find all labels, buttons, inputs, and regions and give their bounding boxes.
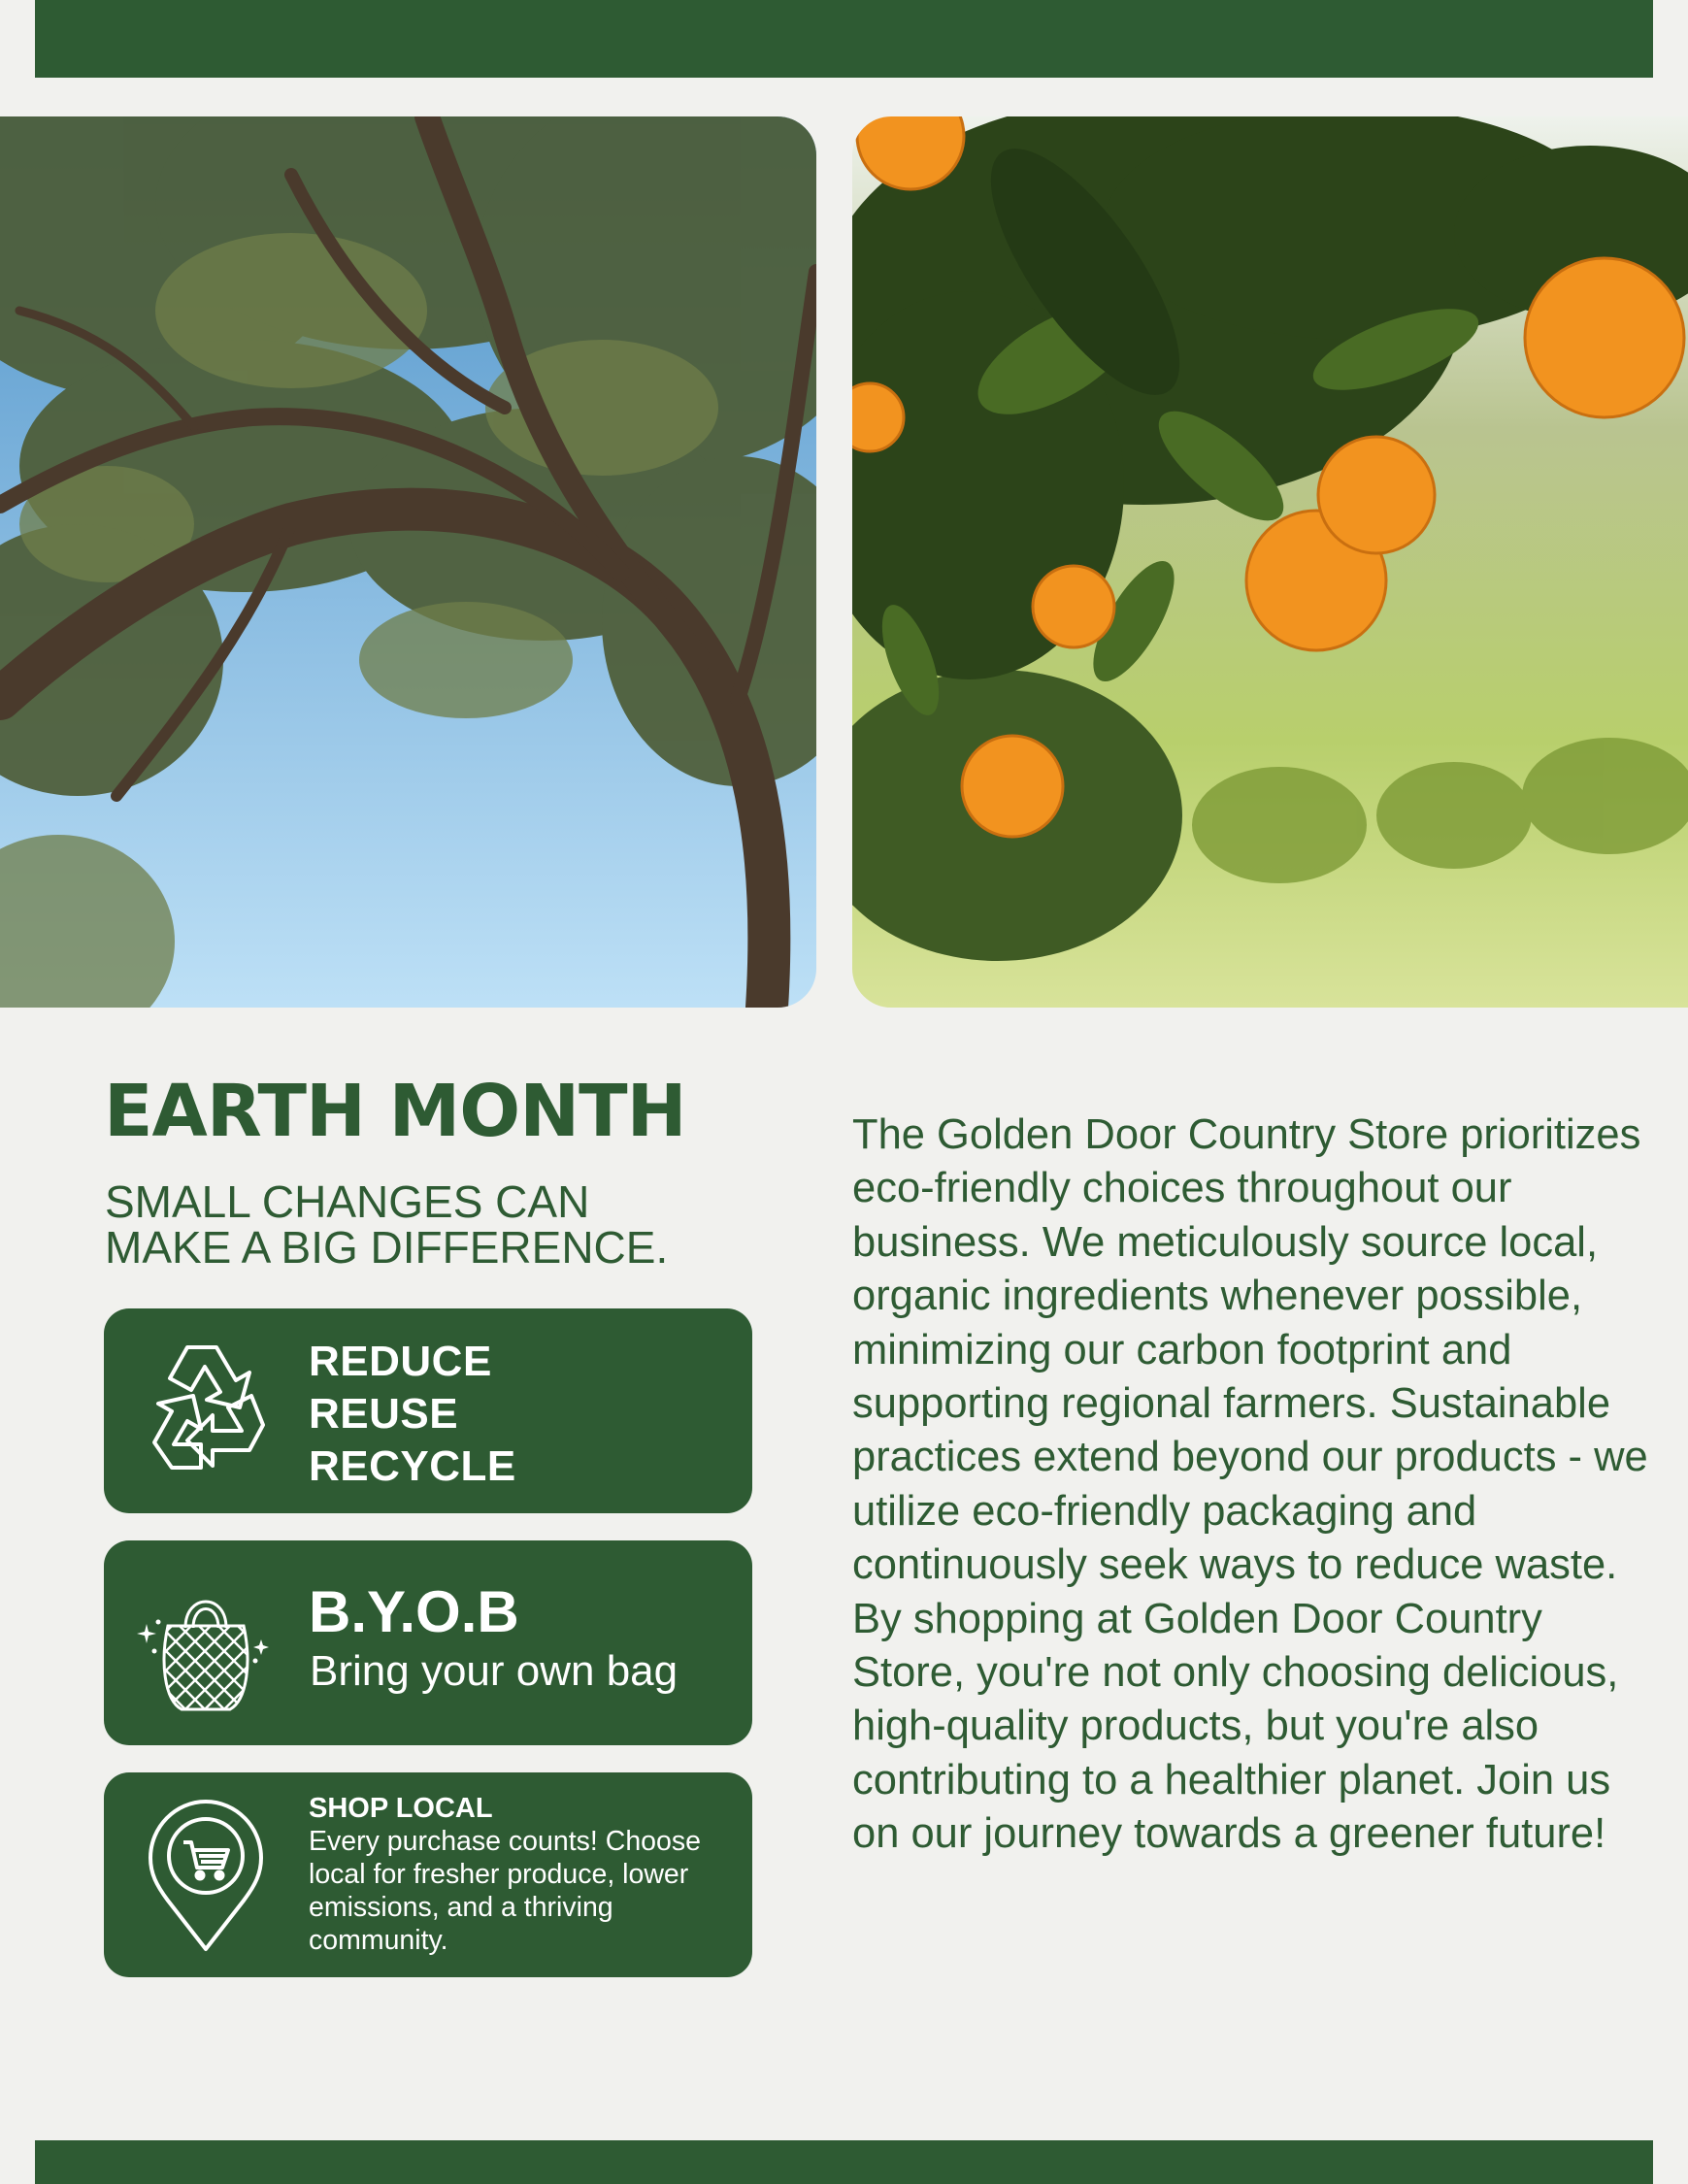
shop-local-title: SHOP LOCAL bbox=[309, 1793, 493, 1824]
recycle-label: RECYCLE bbox=[309, 1442, 516, 1490]
byob-card bbox=[104, 1540, 752, 1745]
bottom-color-band bbox=[35, 2140, 1653, 2184]
orange-tree-photo bbox=[852, 116, 1688, 1008]
page-title: EARTH MONTH bbox=[104, 1070, 686, 1153]
mesh-bag-icon bbox=[127, 1564, 284, 1721]
page-subtitle: SMALL CHANGES CAN MAKE A BIG DIFFERENCE. bbox=[105, 1176, 669, 1273]
recycle-icon bbox=[127, 1332, 284, 1489]
tree-photo bbox=[0, 116, 816, 1008]
reduce-label: REDUCE bbox=[309, 1338, 492, 1385]
byob-subtitle: Bring your own bag bbox=[310, 1647, 679, 1695]
byob-title: B.Y.O.B bbox=[309, 1579, 519, 1644]
reuse-label: REUSE bbox=[309, 1390, 459, 1438]
store-description: The Golden Door Country Store prioritizes eco-friendly choices throughout our business. We meticulously source local, organic ingredients whenever possible, minimizing our carbon footprint and supporting regional farmers. Sustainable practices extend beyond our products - we utilize eco-friendly packaging and continuously seek ways to reduce waste. By shopping at Golden Door Country Store, you're not only choosing delicious, high-quality products, but you're also contributing to a healthier planet. Join us on our journey towards a greener future! bbox=[852, 1111, 1648, 1858]
shop-local-card bbox=[104, 1772, 752, 1977]
top-color-band bbox=[35, 0, 1653, 78]
reduce-reuse-recycle-card bbox=[104, 1308, 752, 1513]
shop-local-body: Every purchase counts! Choose local for fresher produce, lower emissions, and a thriving community. bbox=[309, 1826, 701, 1956]
shop-local-pin-icon bbox=[127, 1796, 284, 1953]
